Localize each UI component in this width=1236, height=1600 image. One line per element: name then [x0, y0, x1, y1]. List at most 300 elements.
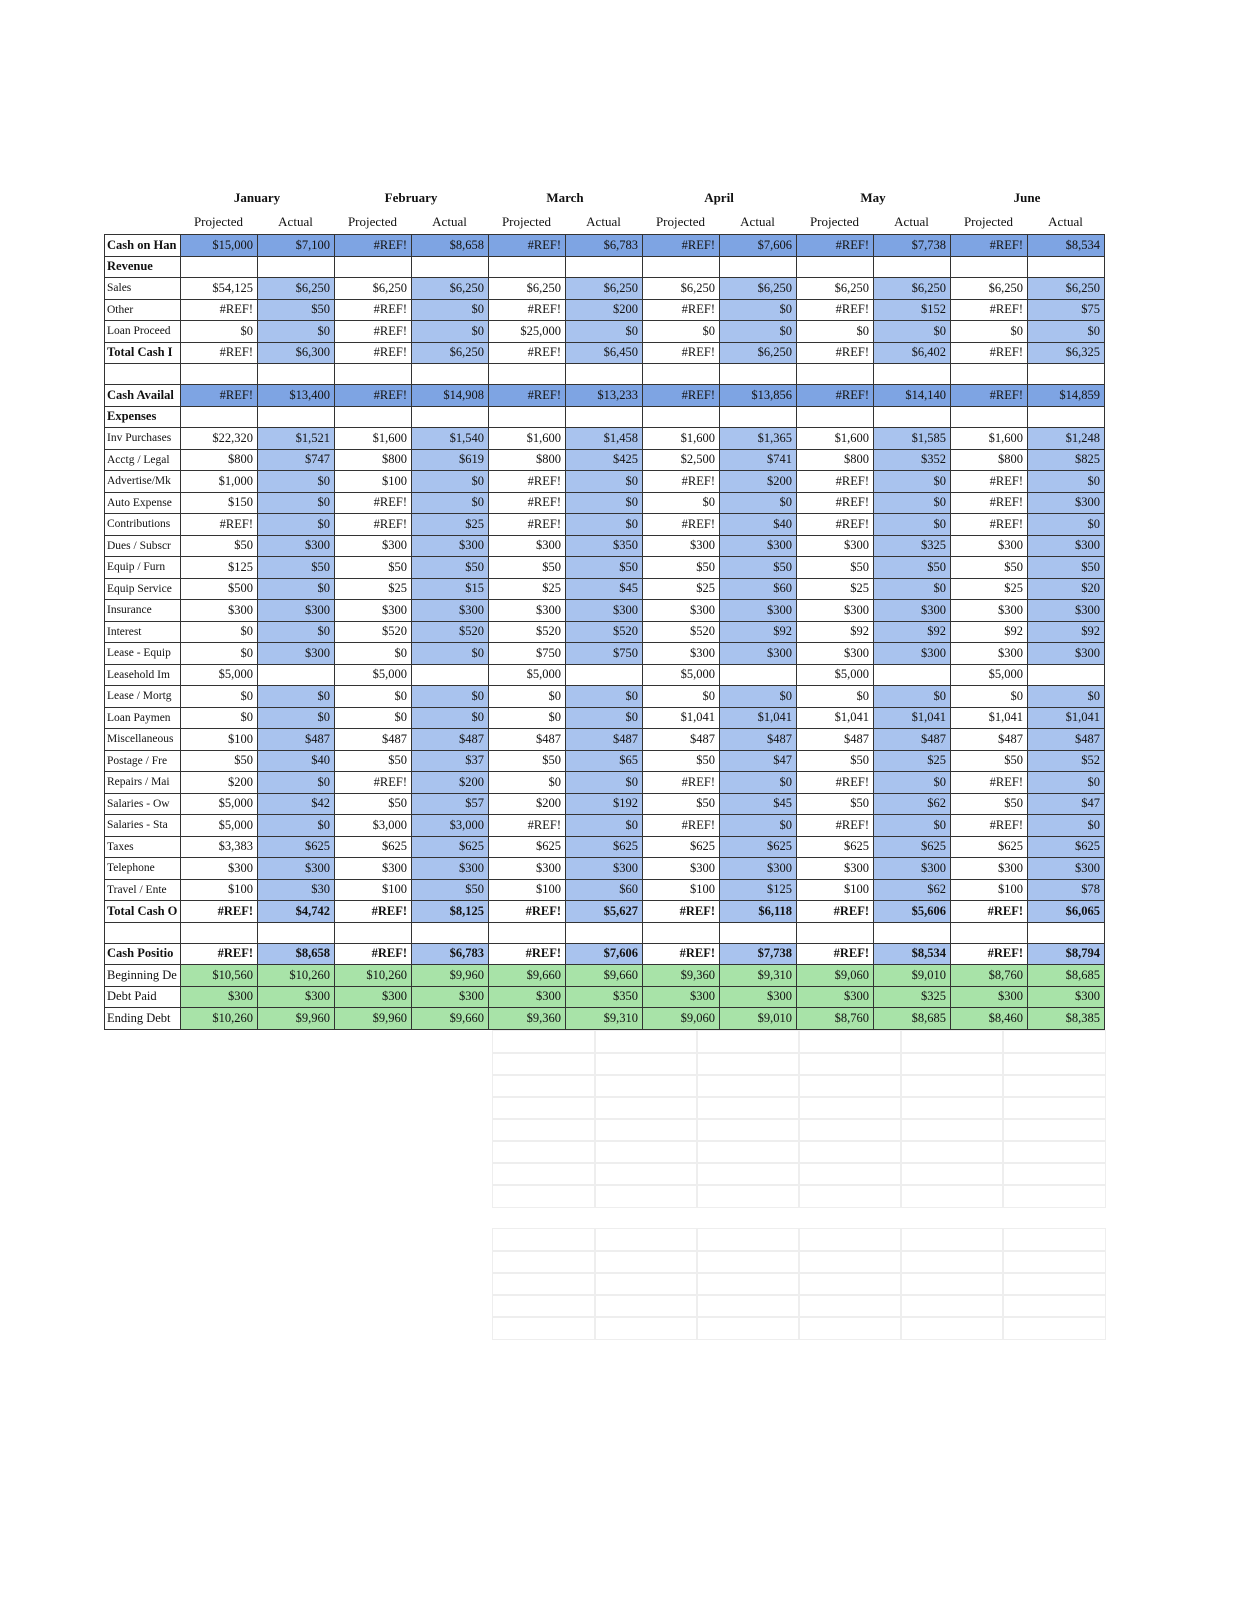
- projected-cell: $50: [335, 750, 412, 772]
- actual-cell: $300: [1028, 986, 1105, 1008]
- projected-cell: $1,600: [797, 428, 874, 450]
- projected-cell: $800: [797, 449, 874, 471]
- actual-cell: $7,606: [720, 235, 797, 257]
- actual-cell: $300: [258, 858, 335, 880]
- row-label: Interest: [105, 621, 181, 643]
- actual-cell: $0: [258, 621, 335, 643]
- actual-cell: $0: [566, 492, 643, 514]
- table-row: [105, 278, 1105, 300]
- projected-header: Projected: [655, 214, 706, 229]
- actual-cell: $350: [566, 986, 643, 1008]
- projected-cell: #REF!: [643, 342, 720, 364]
- actual-cell: $13,400: [258, 385, 335, 407]
- actual-cell: $50: [412, 879, 489, 901]
- ghost-cell: [492, 1184, 596, 1208]
- table-row: [105, 965, 1105, 987]
- actual-cell: $0: [874, 772, 951, 794]
- projected-cell: $54,125: [181, 278, 258, 300]
- actual-cell: $300: [566, 600, 643, 622]
- actual-cell: $300: [720, 858, 797, 880]
- projected-cell: $1,041: [797, 707, 874, 729]
- row-label: Expenses: [105, 406, 181, 428]
- actual-cell: [1028, 256, 1105, 278]
- actual-cell: $4,742: [258, 901, 335, 923]
- projected-cell: $9,360: [489, 1008, 566, 1030]
- actual-cell: $152: [874, 299, 951, 321]
- actual-cell: $300: [1028, 600, 1105, 622]
- table-row: [105, 235, 1105, 257]
- actual-cell: $0: [412, 707, 489, 729]
- projected-cell: $487: [489, 729, 566, 751]
- actual-cell: [566, 406, 643, 428]
- row-label: Advertise/Mk: [105, 471, 181, 493]
- row-label: [105, 364, 181, 385]
- projected-cell: [951, 256, 1028, 278]
- actual-cell: $1,521: [258, 428, 335, 450]
- row-label: Sales: [105, 278, 181, 300]
- projected-cell: $487: [797, 729, 874, 751]
- actual-cell: $1,458: [566, 428, 643, 450]
- actual-cell: [720, 406, 797, 428]
- table-row: [105, 578, 1105, 600]
- actual-cell: $425: [566, 449, 643, 471]
- projected-cell: $1,600: [335, 428, 412, 450]
- projected-cell: #REF!: [489, 235, 566, 257]
- actual-cell: [258, 406, 335, 428]
- actual-cell: $487: [258, 729, 335, 751]
- cash-flow-table: [104, 234, 1105, 1030]
- row-label: Lease - Equip: [105, 643, 181, 665]
- table-row: [105, 364, 1105, 385]
- projected-cell: $25: [797, 578, 874, 600]
- projected-cell: $625: [643, 836, 720, 858]
- actual-cell: $6,783: [566, 235, 643, 257]
- row-label: Contributions: [105, 514, 181, 536]
- actual-cell: $0: [258, 321, 335, 343]
- projected-cell: $15,000: [181, 235, 258, 257]
- actual-cell: $6,250: [258, 278, 335, 300]
- actual-cell: $9,960: [412, 965, 489, 987]
- projected-cell: #REF!: [335, 321, 412, 343]
- table-row: [105, 385, 1105, 407]
- actual-cell: $0: [258, 514, 335, 536]
- actual-cell: $300: [258, 643, 335, 665]
- projected-cell: $22,320: [181, 428, 258, 450]
- row-label: Lease / Mortg: [105, 686, 181, 708]
- actual-cell: $6,250: [720, 278, 797, 300]
- actual-cell: [1028, 406, 1105, 428]
- actual-cell: $300: [258, 535, 335, 557]
- projected-cell: #REF!: [181, 342, 258, 364]
- table-row: [105, 321, 1105, 343]
- actual-cell: $0: [1028, 321, 1105, 343]
- projected-cell: #REF!: [951, 492, 1028, 514]
- ghost-cell: [696, 1250, 800, 1274]
- actual-cell: $300: [258, 600, 335, 622]
- actual-cell: $8,534: [874, 943, 951, 965]
- actual-cell: $9,010: [874, 965, 951, 987]
- actual-cell: $1,041: [874, 707, 951, 729]
- projected-cell: [643, 922, 720, 943]
- row-label: Cash on Han: [105, 235, 181, 257]
- table-row: [105, 600, 1105, 622]
- projected-cell: [489, 364, 566, 385]
- actual-cell: [566, 922, 643, 943]
- projected-cell: $300: [951, 600, 1028, 622]
- projected-cell: $0: [797, 686, 874, 708]
- projected-cell: $5,000: [181, 815, 258, 837]
- table-row: [105, 686, 1105, 708]
- ghost-cell: [798, 1272, 902, 1296]
- row-label: Debt Paid: [105, 986, 181, 1008]
- projected-cell: $300: [335, 535, 412, 557]
- row-label: Acctg / Legal: [105, 449, 181, 471]
- month-header: June: [1013, 190, 1041, 205]
- actual-cell: $14,908: [412, 385, 489, 407]
- actual-cell: $6,402: [874, 342, 951, 364]
- ghost-cell: [1002, 1096, 1106, 1120]
- projected-cell: #REF!: [643, 943, 720, 965]
- projected-cell: $0: [181, 321, 258, 343]
- projected-cell: $625: [489, 836, 566, 858]
- actual-cell: $0: [258, 707, 335, 729]
- projected-cell: #REF!: [951, 514, 1028, 536]
- ghost-cell: [594, 1140, 698, 1164]
- actual-cell: $352: [874, 449, 951, 471]
- actual-cell: $0: [566, 321, 643, 343]
- actual-cell: $7,738: [720, 943, 797, 965]
- projected-cell: $10,260: [181, 1008, 258, 1030]
- table-row: [105, 514, 1105, 536]
- ghost-cell: [798, 1030, 902, 1054]
- actual-cell: $92: [720, 621, 797, 643]
- actual-cell: $6,450: [566, 342, 643, 364]
- projected-cell: $800: [489, 449, 566, 471]
- actual-cell: $747: [258, 449, 335, 471]
- projected-cell: #REF!: [489, 901, 566, 923]
- actual-cell: $8,794: [1028, 943, 1105, 965]
- row-label: Inv Purchases: [105, 428, 181, 450]
- ghost-cell: [900, 1052, 1004, 1076]
- actual-cell: $0: [874, 492, 951, 514]
- projected-cell: [951, 406, 1028, 428]
- actual-cell: [412, 406, 489, 428]
- projected-cell: [643, 256, 720, 278]
- actual-cell: $625: [1028, 836, 1105, 858]
- ghost-cell: [492, 1272, 596, 1296]
- actual-cell: $9,310: [566, 1008, 643, 1030]
- projected-cell: #REF!: [797, 901, 874, 923]
- ghost-cell: [900, 1140, 1004, 1164]
- ghost-cell: [594, 1228, 698, 1252]
- projected-cell: [181, 922, 258, 943]
- ghost-cell: [798, 1184, 902, 1208]
- projected-cell: #REF!: [181, 943, 258, 965]
- row-label: Auto Expense: [105, 492, 181, 514]
- actual-cell: $92: [874, 621, 951, 643]
- actual-cell: $350: [566, 535, 643, 557]
- projected-cell: $200: [181, 772, 258, 794]
- projected-cell: $300: [643, 643, 720, 665]
- table-row: [105, 492, 1105, 514]
- actual-cell: $0: [720, 686, 797, 708]
- row-label: Total Cash O: [105, 901, 181, 923]
- projected-header: Projected: [963, 214, 1014, 229]
- actual-cell: $300: [874, 858, 951, 880]
- projected-cell: $300: [489, 535, 566, 557]
- table-row: [105, 922, 1105, 943]
- table-row: [105, 836, 1105, 858]
- actual-cell: $8,658: [258, 943, 335, 965]
- projected-cell: $0: [643, 492, 720, 514]
- ghost-cell: [594, 1052, 698, 1076]
- projected-cell: $3,000: [335, 815, 412, 837]
- projected-cell: $5,000: [643, 664, 720, 686]
- actual-cell: $8,385: [1028, 1008, 1105, 1030]
- projected-cell: $50: [489, 750, 566, 772]
- projected-cell: #REF!: [797, 342, 874, 364]
- actual-cell: [566, 256, 643, 278]
- actual-cell: $1,585: [874, 428, 951, 450]
- ghost-cell: [1002, 1316, 1106, 1340]
- actual-cell: $50: [874, 557, 951, 579]
- actual-cell: $13,856: [720, 385, 797, 407]
- projected-cell: $92: [951, 621, 1028, 643]
- projected-cell: $1,041: [643, 707, 720, 729]
- actual-cell: $125: [720, 879, 797, 901]
- projected-cell: #REF!: [489, 299, 566, 321]
- projected-cell: #REF!: [951, 299, 1028, 321]
- actual-cell: $6,250: [412, 278, 489, 300]
- actual-cell: $0: [412, 492, 489, 514]
- actual-cell: $6,300: [258, 342, 335, 364]
- projected-cell: #REF!: [489, 943, 566, 965]
- projected-cell: $300: [797, 600, 874, 622]
- actual-cell: $50: [720, 557, 797, 579]
- ghost-cell: [798, 1096, 902, 1120]
- ghost-cell: [1002, 1162, 1106, 1186]
- ghost-cell: [1002, 1030, 1106, 1054]
- table-row: [105, 793, 1105, 815]
- projected-cell: $300: [335, 986, 412, 1008]
- projected-cell: #REF!: [489, 385, 566, 407]
- projected-cell: $25: [489, 578, 566, 600]
- projected-cell: $0: [335, 643, 412, 665]
- projected-cell: $520: [335, 621, 412, 643]
- projected-cell: $300: [643, 600, 720, 622]
- row-label: Dues / Subscr: [105, 535, 181, 557]
- ghost-cell: [492, 1250, 596, 1274]
- projected-cell: $25,000: [489, 321, 566, 343]
- projected-cell: $100: [335, 471, 412, 493]
- projected-cell: $9,660: [489, 965, 566, 987]
- projected-cell: [643, 364, 720, 385]
- actual-cell: $0: [1028, 514, 1105, 536]
- projected-cell: #REF!: [797, 815, 874, 837]
- projected-cell: $0: [489, 707, 566, 729]
- projected-cell: $50: [181, 535, 258, 557]
- actual-cell: $25: [874, 750, 951, 772]
- projected-cell: [643, 406, 720, 428]
- projected-cell: $50: [335, 793, 412, 815]
- month-header: April: [704, 190, 734, 205]
- actual-cell: [720, 922, 797, 943]
- actual-cell: $9,660: [566, 965, 643, 987]
- projected-cell: $5,000: [335, 664, 412, 686]
- ghost-cell: [696, 1184, 800, 1208]
- actual-cell: $45: [720, 793, 797, 815]
- actual-cell: $0: [1028, 471, 1105, 493]
- actual-cell: $325: [874, 986, 951, 1008]
- actual-cell: $1,365: [720, 428, 797, 450]
- actual-cell: $0: [566, 514, 643, 536]
- actual-cell: $15: [412, 578, 489, 600]
- actual-cell: [874, 922, 951, 943]
- actual-cell: $9,310: [720, 965, 797, 987]
- row-label: Ending Debt: [105, 1008, 181, 1030]
- projected-cell: $9,060: [797, 965, 874, 987]
- table-row: [105, 471, 1105, 493]
- projected-cell: $300: [335, 600, 412, 622]
- actual-cell: $8,534: [1028, 235, 1105, 257]
- projected-cell: #REF!: [335, 385, 412, 407]
- projected-cell: #REF!: [181, 514, 258, 536]
- ghost-cell: [696, 1294, 800, 1318]
- row-label: Total Cash I: [105, 342, 181, 364]
- actual-cell: $192: [566, 793, 643, 815]
- actual-cell: $0: [258, 686, 335, 708]
- actual-cell: $50: [412, 557, 489, 579]
- actual-cell: $0: [258, 471, 335, 493]
- ghost-cell: [696, 1228, 800, 1252]
- ghost-cell: [594, 1096, 698, 1120]
- ghost-cell: [798, 1294, 902, 1318]
- table-row: [105, 557, 1105, 579]
- row-label: Equip / Furn: [105, 557, 181, 579]
- table-row: [105, 750, 1105, 772]
- projected-cell: $800: [181, 449, 258, 471]
- actual-cell: $0: [258, 578, 335, 600]
- table-row: [105, 342, 1105, 364]
- projected-cell: $300: [181, 986, 258, 1008]
- actual-cell: $7,606: [566, 943, 643, 965]
- month-header-row: [104, 190, 1104, 212]
- projected-cell: #REF!: [951, 342, 1028, 364]
- projected-cell: $0: [797, 321, 874, 343]
- projected-cell: $300: [643, 535, 720, 557]
- projected-cell: #REF!: [643, 901, 720, 923]
- actual-cell: $0: [720, 815, 797, 837]
- projected-cell: #REF!: [951, 901, 1028, 923]
- row-label: Insurance: [105, 600, 181, 622]
- actual-cell: [412, 664, 489, 686]
- actual-cell: $741: [720, 449, 797, 471]
- projected-cell: $2,500: [643, 449, 720, 471]
- actual-cell: $6,250: [566, 278, 643, 300]
- row-label: Loan Proceed: [105, 321, 181, 343]
- actual-cell: $0: [874, 321, 951, 343]
- projected-cell: [335, 406, 412, 428]
- actual-cell: $9,960: [258, 1008, 335, 1030]
- projected-cell: $1,600: [643, 428, 720, 450]
- projected-cell: $100: [643, 879, 720, 901]
- projected-cell: $300: [951, 643, 1028, 665]
- projected-cell: #REF!: [797, 385, 874, 407]
- actual-cell: $13,233: [566, 385, 643, 407]
- projected-cell: $0: [951, 321, 1028, 343]
- actual-cell: $300: [412, 535, 489, 557]
- ghost-cell: [696, 1074, 800, 1098]
- projected-header: Projected: [501, 214, 552, 229]
- actual-cell: $0: [412, 686, 489, 708]
- ghost-cell: [900, 1184, 1004, 1208]
- actual-cell: $0: [412, 643, 489, 665]
- actual-cell: $625: [720, 836, 797, 858]
- table-row: [105, 943, 1105, 965]
- actual-cell: $6,118: [720, 901, 797, 923]
- actual-cell: $6,250: [720, 342, 797, 364]
- actual-cell: $0: [566, 471, 643, 493]
- actual-cell: [566, 664, 643, 686]
- row-label: Loan Paymen: [105, 707, 181, 729]
- month-header: January: [233, 190, 281, 205]
- ghost-cell: [798, 1162, 902, 1186]
- actual-cell: $300: [1028, 643, 1105, 665]
- projected-cell: #REF!: [643, 385, 720, 407]
- table-row: [105, 643, 1105, 665]
- row-label: Equip Service: [105, 578, 181, 600]
- projected-cell: #REF!: [951, 385, 1028, 407]
- actual-cell: [1028, 922, 1105, 943]
- actual-cell: $8,658: [412, 235, 489, 257]
- actual-cell: $0: [1028, 686, 1105, 708]
- actual-cell: $7,100: [258, 235, 335, 257]
- row-label: Salaries - Sta: [105, 815, 181, 837]
- projected-cell: $300: [181, 600, 258, 622]
- projected-cell: $5,000: [951, 664, 1028, 686]
- projected-cell: #REF!: [797, 772, 874, 794]
- projected-cell: $50: [797, 793, 874, 815]
- ghost-cell: [798, 1140, 902, 1164]
- actual-cell: $0: [258, 772, 335, 794]
- ghost-cell: [492, 1228, 596, 1252]
- projected-cell: #REF!: [181, 385, 258, 407]
- projected-cell: [181, 406, 258, 428]
- actual-cell: $9,660: [412, 1008, 489, 1030]
- actual-cell: $8,125: [412, 901, 489, 923]
- table-row: [105, 406, 1105, 428]
- ghost-cell: [798, 1074, 902, 1098]
- actual-cell: $1,041: [1028, 707, 1105, 729]
- actual-header: Actual: [432, 214, 467, 229]
- projected-cell: [951, 922, 1028, 943]
- projected-cell: #REF!: [643, 235, 720, 257]
- projected-cell: $487: [335, 729, 412, 751]
- projected-cell: #REF!: [489, 471, 566, 493]
- actual-cell: $0: [412, 299, 489, 321]
- actual-cell: $47: [1028, 793, 1105, 815]
- actual-cell: $8,685: [874, 1008, 951, 1030]
- ghost-cell: [696, 1030, 800, 1054]
- actual-cell: $6,065: [1028, 901, 1105, 923]
- actual-cell: [258, 364, 335, 385]
- projected-cell: $9,360: [643, 965, 720, 987]
- projected-cell: #REF!: [797, 943, 874, 965]
- projected-cell: $100: [181, 879, 258, 901]
- projected-cell: #REF!: [797, 299, 874, 321]
- projected-cell: $50: [797, 750, 874, 772]
- projected-cell: $520: [643, 621, 720, 643]
